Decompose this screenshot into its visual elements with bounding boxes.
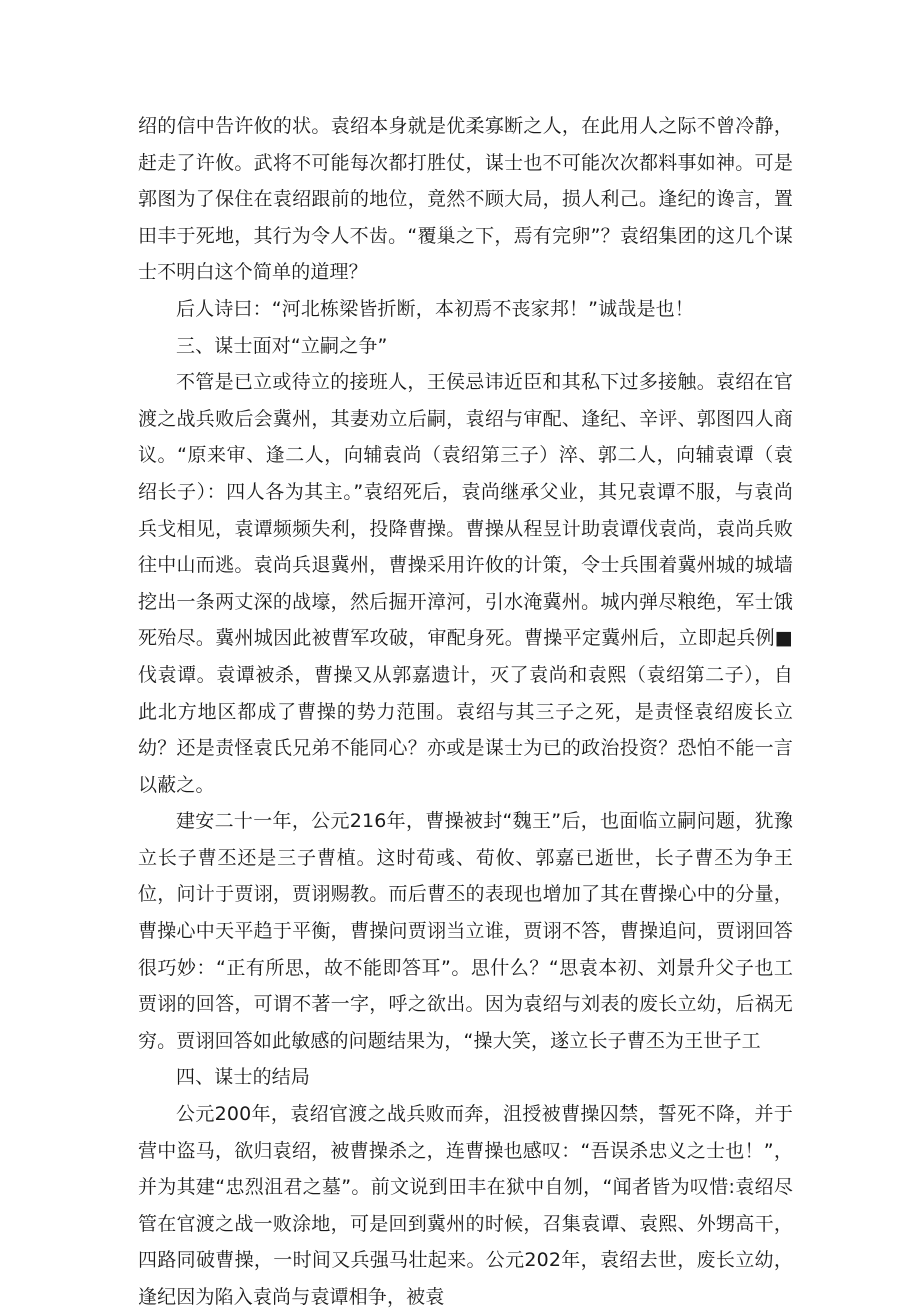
section-heading-3: 三、谋士面对“立嗣之争” bbox=[176, 334, 388, 357]
paragraph-yuan-succession: 不管是已立或待立的接班人，王侯忌讳近臣和其私下过多接触。袁绍在官渡之战兵败后会冀州，其妻劝立后嗣，袁绍与审配、逢纪、辛评、郭图四人商议。“原来审、逢二人，向辅袁尚（袁绍第三子）淬、郭二人，向辅袁谭（袁绍长子）：四人各为其主。”袁绍死后，袁尚继承父业，其兄袁谭不服，与袁尚兵戈相见，袁谭频频失利，投降曹操。曹操从程昱计助袁谭伐袁尚，袁尚兵败往中山而逃。袁尚兵退冀州，曹操采用许攸的计策，令士兵围着冀州城的城墙挖出一条两丈深的战壕，然后掘开漳河，引水淹冀州。城内弹尽粮绝，军士饿死殆尽。冀州城因此被曹军攻破，审配身死。曹操平定冀州后，立即起兵例■伐袁谭。袁谭被杀，曹操又从郭嘉遗计，灭了袁尚和袁熙（袁绍第二子），自此北方地区都成了曹操的势力范围。袁绍与其三子之死，是责怪袁绍废长立幼？还是责怪袁氏兄弟不能同心？亦或是谋士为已的政治投资？恐怕不能一言以蔽之。 bbox=[138, 371, 793, 796]
section-heading-4: 四、谋士的结局 bbox=[176, 1066, 311, 1089]
paragraph-advisors-fate: 公元200年，袁绍官渡之战兵败而奔，沮授被曹操囚禁，誓死不降，并于营中盗马，欲归袁绍，被曹操杀之，连曹操也感叹：“吾误杀忠义之士也！”，并为其建“忠烈沮君之墓”。前文说到田丰在狱中自刎，“闻者皆为叹惜:袁绍尽管在官渡之战一败涂地，可是回到冀州的时候，召集袁谭、袁熙、外甥高干，四路同破曹操，一时间又兵强马壮起来。公元202年，袁绍去世，废长立幼，逢纪因为陷入袁尚与袁谭相争，被袁 bbox=[138, 1103, 793, 1308]
paragraph-cao-succession: 建安二十一年，公元216年，曹操被封“魏王”后，也面临立嗣问题，犹豫立长子曹丕还是三子曹植。这时荀彧、荀攸、郭嘉已逝世，长子曹丕为争王位，问计于贾诩，贾诩赐教。而后曹丕的表现也增加了其在曹操心中的分量，曹操心中天平趋于平衡，曹操问贾诩当立谁，贾诩不答，曹操追问，贾诩回答很巧妙：“正有所思，故不能即答耳”。思什么？“思袁本初、刘景升父子也工贾诩的回答，可谓不著一字，呼之欲出。因为袁绍与刘表的废长立幼，后祸无穷。贾诩回答如此敏感的问题结果为，“操大笑，遂立长子曹丕为王世子工 bbox=[138, 810, 793, 1052]
document-body bbox=[138, 108, 793, 1316]
paragraph-continuation: 绍的信中告许攸的状。袁绍本身就是优柔寡断之人，在此用人之际不曾冷静，赶走了许攸。武将不可能每次都打胜仗，谋士也不可能次次都料事如神。可是郭图为了保住在袁绍跟前的地位，竟然不顾大局，损人利己。逢纪的谗言，置田丰于死地，其行为令人不齿。“覆巢之下，焉有完卵”？袁绍集团的这几个谋士不明白这个简单的道理？ bbox=[138, 115, 793, 284]
paragraph-poem-quote: 后人诗曰：“河北栋梁皆折断，本初焉不丧家邦！”诚哉是也！ bbox=[176, 297, 694, 320]
